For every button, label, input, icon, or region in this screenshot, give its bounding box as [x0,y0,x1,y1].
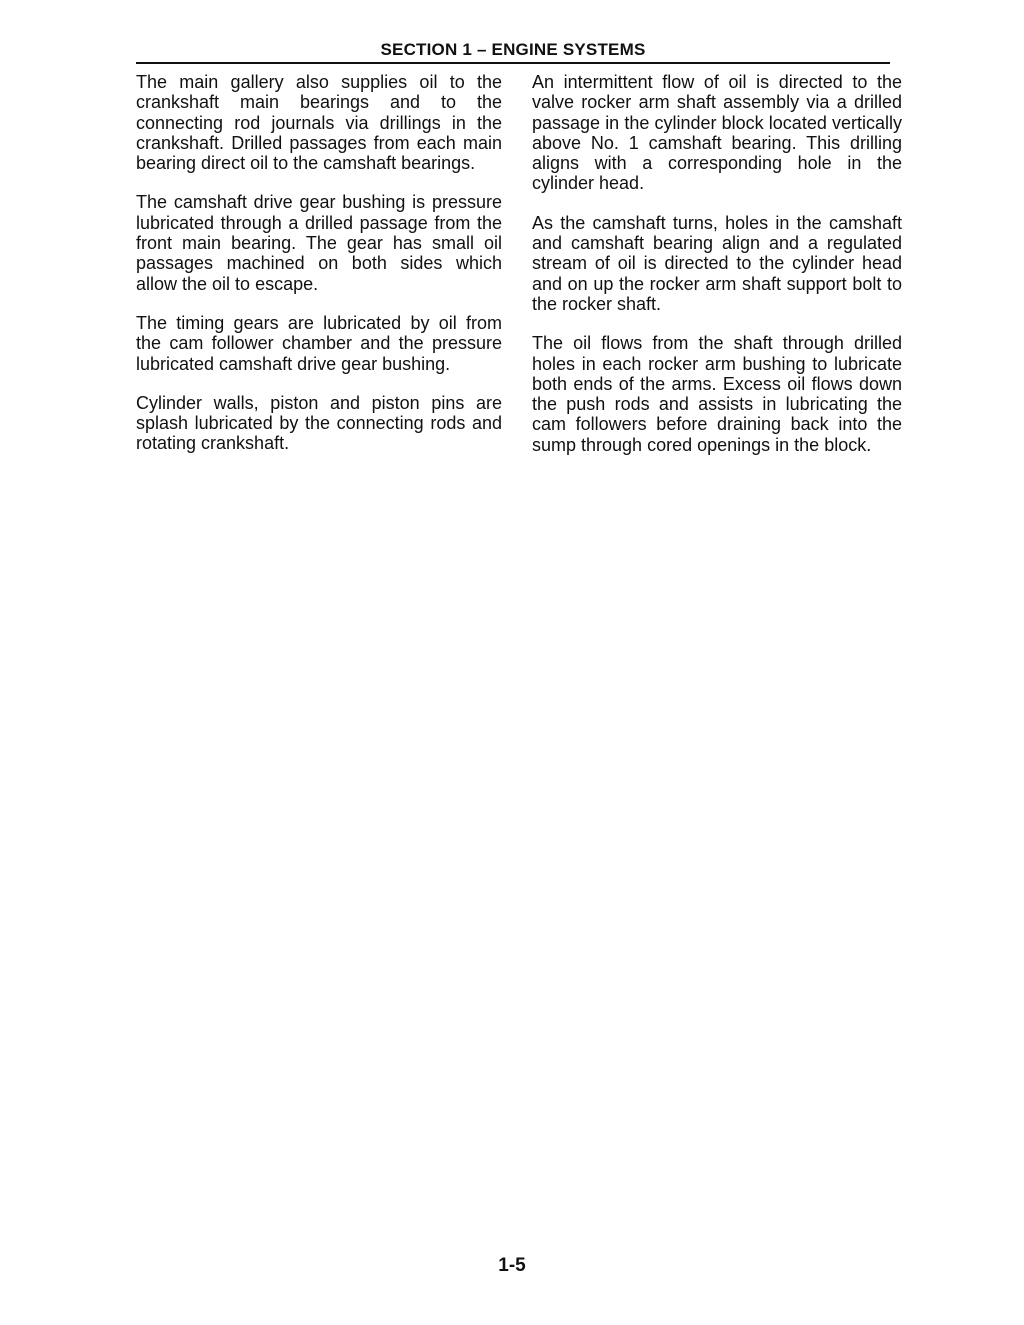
paragraph-timing-gears: The timing gears are lubricated by oil from the cam follower chamber and the pressure lubricated camshaft drive gear bushing. [136,312,502,374]
paragraph-cylinder-walls: Cylinder walls, piston and piston pins are splash lubricated by the connecting rods and rotating crankshaft. [136,392,502,454]
right-column [532,72,902,474]
page-number: 1-5 [498,1255,526,1276]
header-divider [136,62,890,64]
paragraph-main-gallery: The main gallery also supplies oil to the crankshaft main bearings and to the connecting rod journals via drillings in the crankshaft. Drilled passages from each main bearing direct oil to the camshaft bearings. [136,72,502,174]
paragraph-camshaft-drive-gear: The camshaft drive gear bushing is pressure lubricated through a drilled passage from the front main bearing. The gear has small oil passages machined on both sides which allow the oil to escape. [136,192,502,294]
section-title: SECTION 1 – ENGINE SYSTEMS [380,40,646,59]
paragraph-camshaft-turns: As the camshaft turns, holes in the camshaft and camshaft bearing align and a regulated stream of oil is directed to the cylinder head and on up the rocker arm shaft support bolt to the rocker shaft. [532,212,902,314]
paragraph-oil-flows: The oil flows from the shaft through drilled holes in each rocker arm bushing to lubricate both ends of the arms. Excess oil flows down the push rods and assists in lubricating the cam followers before draining back into the sump through cored openings in the block. [532,333,902,455]
paragraph-intermittent-flow: An intermittent flow of oil is directed to the valve rocker arm shaft assembly via a drilled passage in the cylinder block located vertically above No. 1 camshaft bearing. This drilling aligns with a corresponding hole in the cylinder head. [532,72,902,194]
left-column [136,72,502,473]
